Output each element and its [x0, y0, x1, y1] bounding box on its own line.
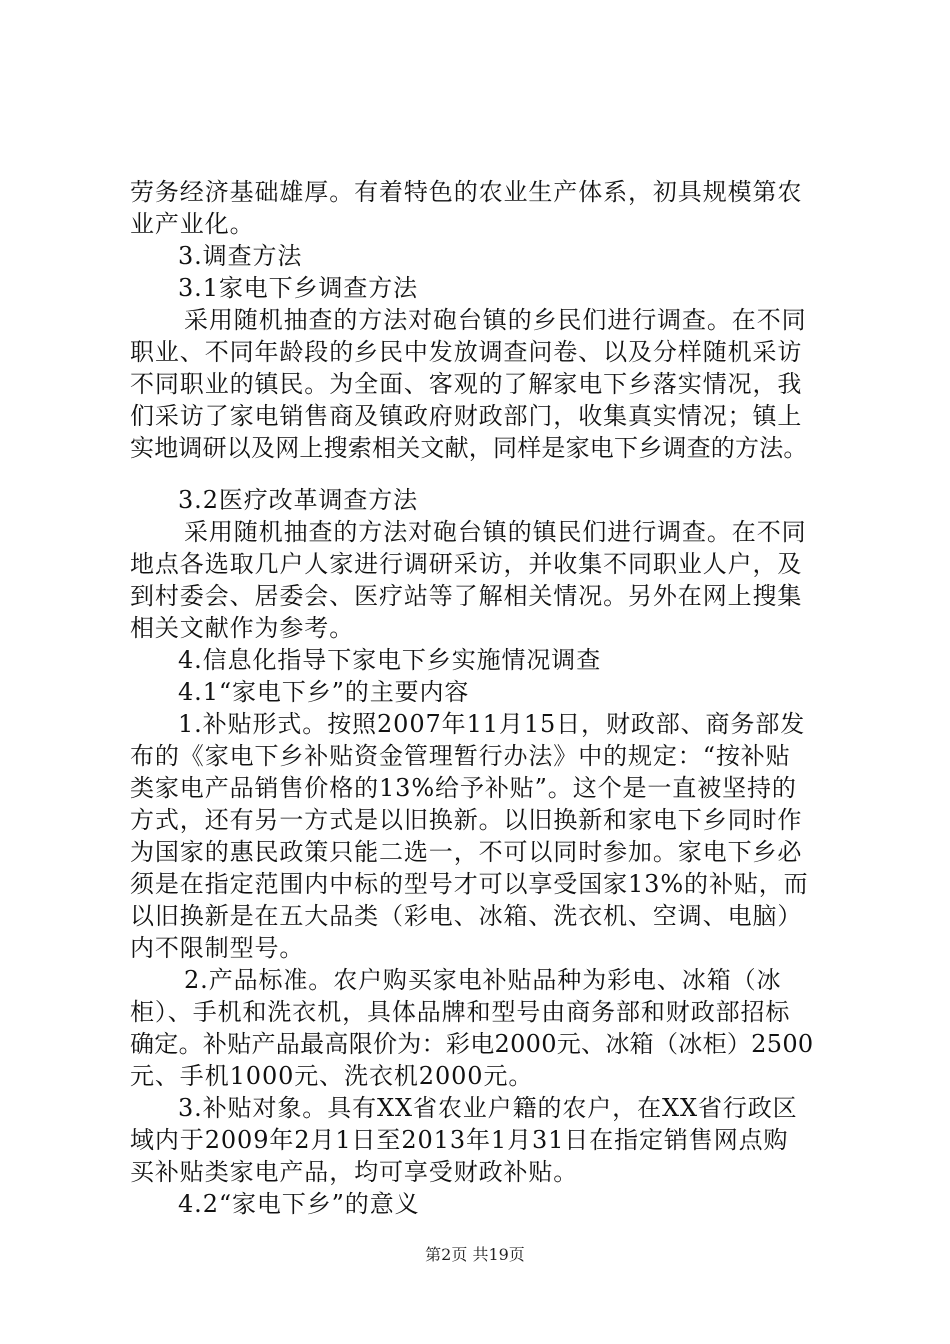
- text-line: 买补贴类家电产品，均可享受财政补贴。: [130, 1158, 579, 1186]
- text-line: 域内于2009年2月1日至2013年1月31日在指定销售网点购: [130, 1126, 789, 1154]
- text-line: 确定。补贴产品最高限价为：彩电2000元、冰箱（冰柜）2500: [130, 1030, 814, 1058]
- text-line: 2.产品标准。农户购买家电补贴品种为彩电、冰箱（冰: [184, 966, 782, 994]
- text-line: 元、手机1000元、洗衣机2000元。: [130, 1062, 534, 1090]
- text-line: 采用随机抽查的方法对砲台镇的乡民们进行调查。在不同: [184, 306, 807, 334]
- text-line: 地点各选取几户人家进行调研采访，并收集不同职业人户，及: [130, 550, 803, 578]
- text-line: 实地调研以及网上搜索相关文献，同样是家电下乡调查的方法。: [130, 434, 808, 462]
- text-line: 1.补贴形式。按照2007年11月15日，财政部、商务部发: [178, 710, 806, 738]
- subsection-heading: 4.2“家电下乡”的意义: [178, 1190, 420, 1218]
- section-heading: 4.信息化指导下家电下乡实施情况调查: [178, 646, 602, 674]
- text-line: 劳务经济基础雄厚。有着特色的农业生产体系，初具规模第农: [130, 178, 803, 206]
- text-line: 内不限制型号。: [130, 934, 305, 962]
- text-line: 们采访了家电销售商及镇政府财政部门，收集真实情况；镇上: [130, 402, 803, 430]
- text-line: 业产业化。: [130, 210, 255, 238]
- subsection-heading: 3.1家电下乡调查方法: [178, 274, 419, 302]
- text-line: 到村委会、居委会、医疗站等了解相关情况。另外在网上搜集: [130, 582, 803, 610]
- text-line: 以旧换新是在五大品类（彩电、冰箱、洗衣机、空调、电脑）: [130, 902, 803, 930]
- text-line: 为国家的惠民政策只能二选一，不可以同时参加。家电下乡必: [130, 838, 803, 866]
- text-line: 布的《家电下乡补贴资金管理暂行办法》中的规定：“按补贴: [130, 742, 791, 770]
- text-line: 3.补贴对象。具有XX省农业户籍的农户，在XX省行政区: [178, 1094, 798, 1122]
- text-line: 类家电产品销售价格的13%给予补贴”。这个是一直被坚持的: [130, 774, 797, 802]
- section-heading: 3.调查方法: [178, 242, 303, 270]
- text-line: 不同职业的镇民。为全面、客观的了解家电下乡落实情况，我: [130, 370, 803, 398]
- text-line: 采用随机抽查的方法对砲台镇的镇民们进行调查。在不同: [184, 518, 807, 546]
- subsection-heading: 3.2医疗改革调查方法: [178, 486, 419, 514]
- text-line: 职业、不同年龄段的乡民中发放调查问卷、以及分样随机采访: [130, 338, 803, 366]
- text-line: 相关文献作为参考。: [130, 614, 355, 642]
- text-line: 柜）、手机和洗衣机，具体品牌和型号由商务部和财政部招标: [130, 998, 791, 1026]
- page-number: 第2页 共19页: [425, 1245, 525, 1264]
- text-line: 须是在指定范围内中标的型号才可以享受国家13%的补贴，而: [130, 870, 809, 898]
- text-line: 方式，还有另一方式是以旧换新。以旧换新和家电下乡同时作: [130, 806, 803, 834]
- subsection-heading: 4.1“家电下乡”的主要内容: [178, 678, 470, 706]
